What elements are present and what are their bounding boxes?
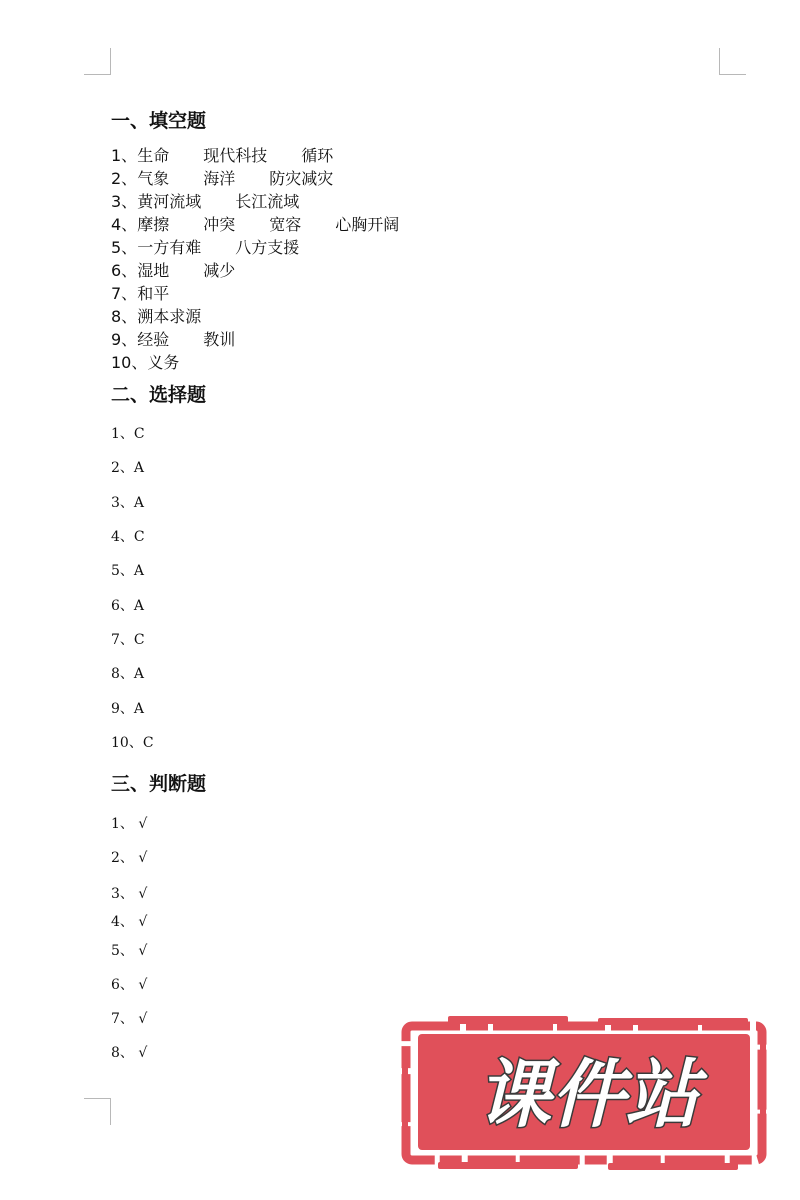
- page-corner-mark-bottom-left: [84, 1098, 111, 1125]
- judgment-answer: 5、 √: [111, 943, 148, 959]
- choice-answer: 2、A: [111, 460, 145, 476]
- section-title-fill-in: 一、填空题: [111, 110, 207, 132]
- answer-text: 一方有难: [137, 238, 202, 257]
- fill-in-item: [111, 328, 433, 351]
- watermark-logo: [398, 1012, 770, 1172]
- fill-in-item: [111, 236, 433, 259]
- choice-answer: 9、A: [111, 701, 145, 717]
- item-number: 8、: [111, 307, 138, 326]
- judgment-answer: 2、 √: [111, 850, 148, 866]
- answer-text: 湿地: [137, 261, 170, 280]
- item-number: 3、: [111, 192, 138, 211]
- item-number: 1、: [111, 146, 138, 165]
- answer-text: 长江流域: [235, 192, 300, 211]
- answer-text: 减少: [203, 261, 236, 280]
- answer-text: 黄河流域: [137, 192, 202, 211]
- choice-answer: 1、C: [111, 426, 145, 442]
- fill-in-item: [111, 282, 433, 305]
- choice-answer: 10、C: [111, 735, 154, 751]
- watermark-text: 课件站: [477, 1052, 699, 1138]
- fill-in-item: [111, 144, 433, 167]
- choice-answer: 4、C: [111, 529, 145, 545]
- judgment-answer: 1、 √: [111, 816, 148, 832]
- answer-text: 防灾减灾: [269, 169, 334, 188]
- item-number: 5、: [111, 238, 138, 257]
- answer-text: 气象: [137, 169, 170, 188]
- judgment-answer: 7、 √: [111, 1011, 148, 1027]
- judgment-answer: 3、 √: [111, 886, 148, 902]
- fill-in-item: [111, 190, 433, 213]
- answer-text: 海洋: [203, 169, 236, 188]
- answer-text: 和平: [137, 284, 170, 303]
- answer-text: 循环: [301, 146, 334, 165]
- fill-in-answer-list: [111, 144, 433, 374]
- item-number: 10、: [111, 353, 148, 372]
- answer-text: 教训: [203, 330, 236, 349]
- fill-in-item: [111, 305, 433, 328]
- answer-text: 现代科技: [203, 146, 268, 165]
- judgment-answer: 4、 √: [111, 914, 148, 930]
- judgment-answer: 6、 √: [111, 977, 148, 993]
- item-number: 4、: [111, 215, 138, 234]
- fill-in-item: [111, 213, 433, 236]
- page-corner-mark-top-left: [84, 48, 111, 75]
- answer-text: 冲突: [203, 215, 236, 234]
- item-number: 6、: [111, 261, 138, 280]
- answer-text: 宽容: [269, 215, 302, 234]
- fill-in-item: [111, 167, 433, 190]
- choice-answer: 5、A: [111, 563, 145, 579]
- answer-text: 义务: [147, 353, 180, 372]
- answer-text: 八方支援: [235, 238, 300, 257]
- answer-text: 生命: [137, 146, 170, 165]
- answer-text: 心胸开阔: [335, 215, 400, 234]
- answer-text: 摩擦: [137, 215, 170, 234]
- answer-text: 经验: [137, 330, 170, 349]
- page-corner-mark-top-right: [719, 48, 746, 75]
- judgment-answer: 8、 √: [111, 1045, 148, 1061]
- answer-text: 溯本求源: [137, 307, 202, 326]
- fill-in-item: [111, 351, 433, 374]
- item-number: 2、: [111, 169, 138, 188]
- item-number: 9、: [111, 330, 138, 349]
- choice-answer: 6、A: [111, 598, 145, 614]
- section-title-judgment: 三、判断题: [111, 773, 207, 795]
- section-title-choice: 二、选择题: [111, 384, 207, 406]
- item-number: 7、: [111, 284, 138, 303]
- fill-in-item: [111, 259, 433, 282]
- choice-answer: 8、A: [111, 666, 145, 682]
- choice-answer: 7、C: [111, 632, 145, 648]
- choice-answer: 3、A: [111, 495, 145, 511]
